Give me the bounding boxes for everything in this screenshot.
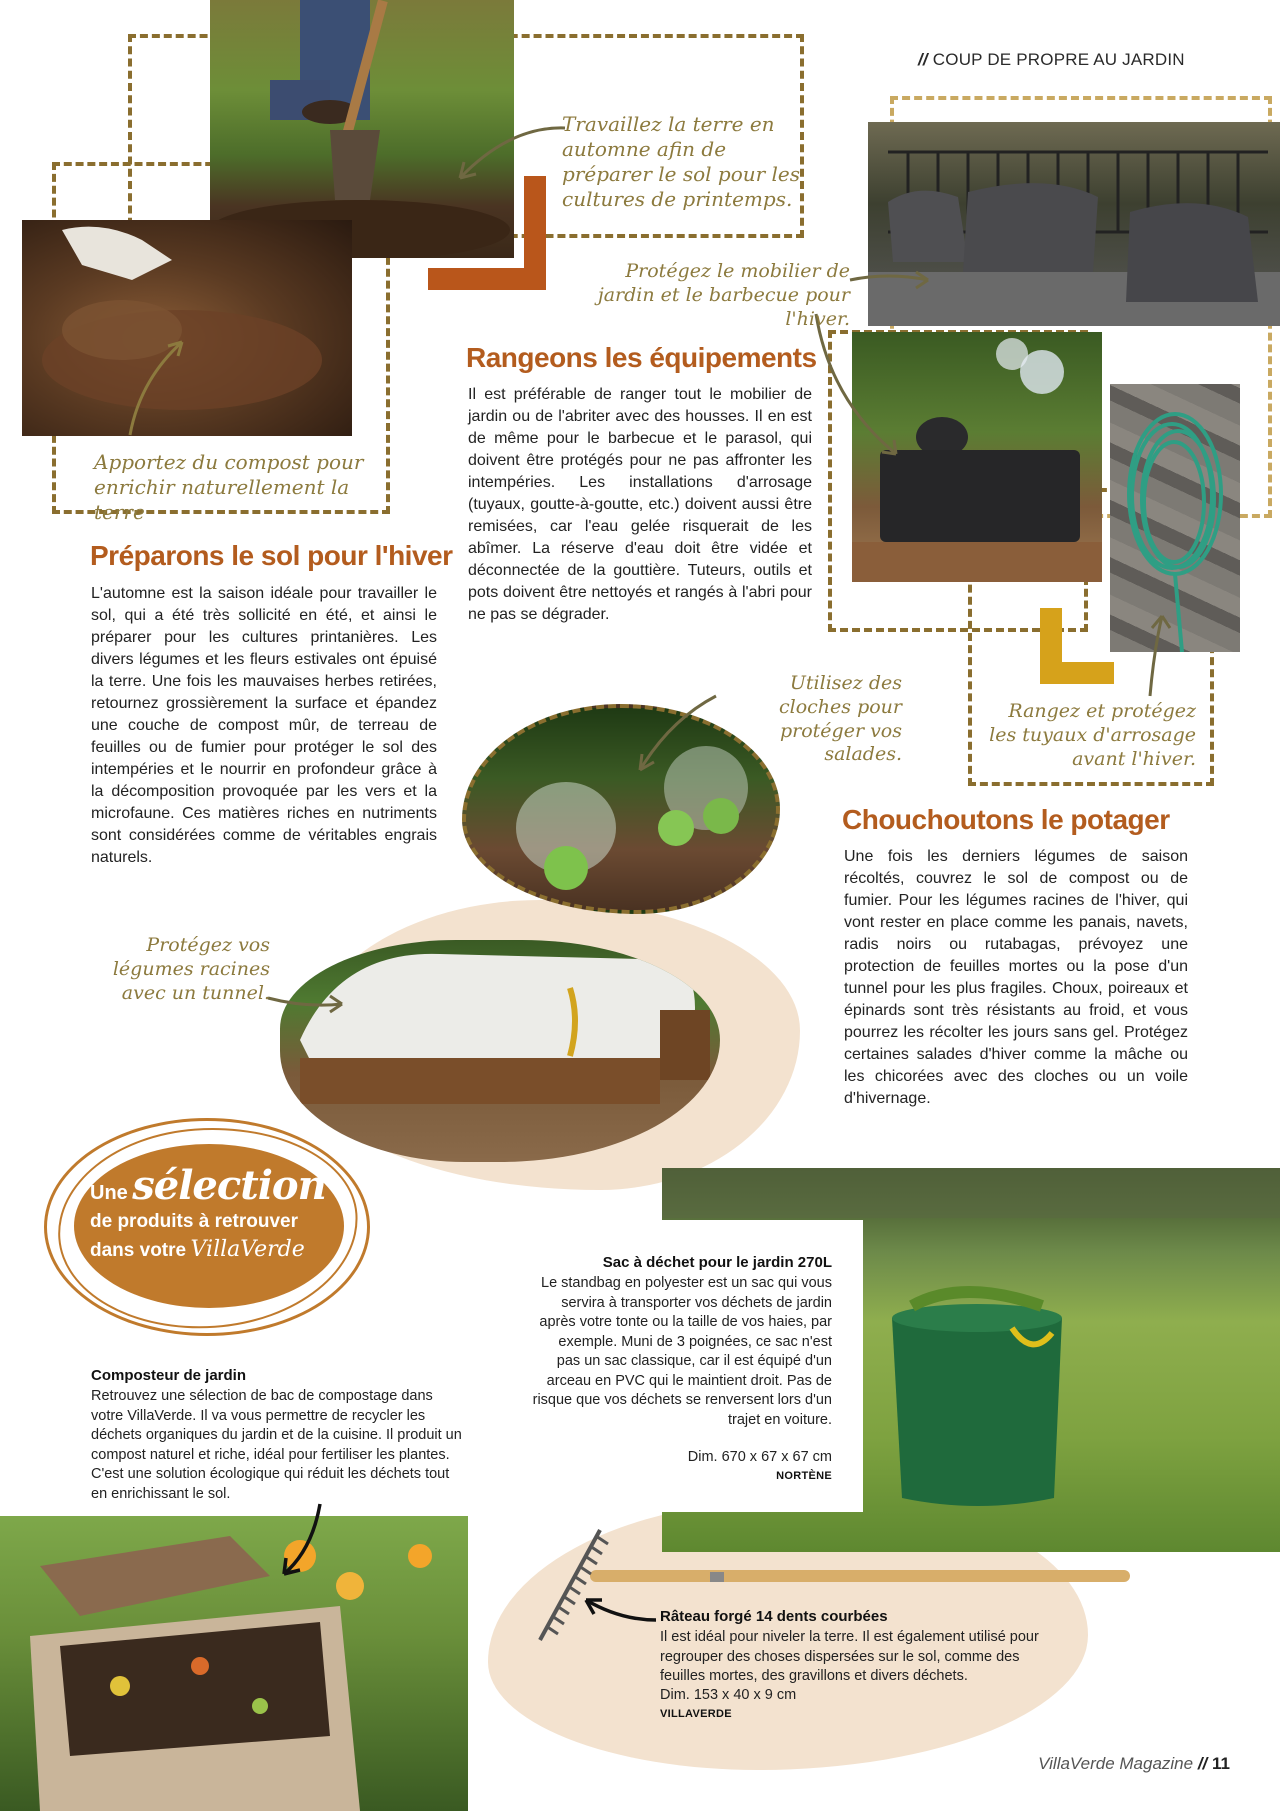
arrow-icon-apportez bbox=[120, 330, 190, 440]
photo-covered-furniture bbox=[868, 122, 1280, 326]
arrow-icon-tuyaux bbox=[1140, 610, 1180, 700]
photo-composter-bin bbox=[0, 1516, 468, 1811]
arrow-icon-tunnel bbox=[266, 990, 346, 1020]
caption-rangez-tuyaux: Rangez et protégez les tuyaux d'arrosage avant l'hiver. bbox=[989, 700, 1196, 770]
product-sac-dims: Dim. 670 x 67 x 67 cm bbox=[687, 1449, 832, 1465]
caption-utilisez-cloches: Utilisez des cloches pour protéger vos salades. bbox=[779, 672, 902, 766]
product-rateau-text: Il est idéal pour niveler la terre. Il est également utilisé pour regrouper des choses dispersées sur le sol, comme des feuilles mortes, des gravillons et divers déchets. bbox=[660, 1629, 1039, 1684]
accent-yellow-bracket bbox=[1040, 608, 1114, 684]
text-chouchoutons: Une fois les derniers légumes de saison récoltés, couvrez le sol de compost ou de fumier. Pour les légumes racines de l'hiver, qui vont rester en place comme les panais, navets, radis noirs ou rutabagas, prévoyez une protection de feuilles mortes ou la pose d'un tunnel pour les plus fragiles. Choux, poireaux et épinards sont très résistants au froid, et vous pourrez les récolter les jours sans gel. Protégez certaines salades d'hiver comme la mâche ou les chicorées avec des cloches ou un voile d'hivernage. bbox=[844, 848, 1188, 1107]
badge-text bbox=[90, 1162, 340, 1262]
product-rateau-title: Râteau forgé 14 dents courbées bbox=[660, 1608, 888, 1625]
arrow-icon-composteur bbox=[276, 1500, 326, 1580]
product-rateau-dims: Dim. 153 x 40 x 9 cm bbox=[660, 1687, 797, 1703]
product-sac-text: Le standbag en polyester est un sac qui vous servira à transporter vos déchets de jardin après votre tonte ou la taille de vos haies, par exemple. Muni de 3 poignées, ce sac n'est pas un sac classique, car il est équipé d'un arceau en PVC qui le maintient droit. Pas de risque que vos déchets se renversent lors d'un trajet en voiture. bbox=[532, 1275, 832, 1428]
page-footer bbox=[900, 1754, 1230, 1774]
arrow-icon-bbq bbox=[810, 310, 900, 460]
badge-line3-prefix: dans votre bbox=[90, 1240, 187, 1261]
selection-badge bbox=[44, 1118, 370, 1336]
heading-rangeons: Rangeons les équipements bbox=[466, 342, 817, 373]
text-rangeons: Il est préférable de ranger tout le mobilier de jardin ou de l'abriter avec des housses. Il en est de même pour le barbecue et le parasol, qui doivent être protégés pour ne pas affronter les intempéries. Les installations d'arrosage (tuyaux, goutte-à-goutte, etc.) doivent aussi être remisées, car l'eau gelée risquerait de les abîmer. La réserve d'eau doit être vidée et déconnectée de la gouttière. Tuteurs, outils et pots doivent être nettoyés et rangés à l'abri pour ne pas se dégrader. bbox=[468, 386, 812, 623]
badge-line2: de produits à retrouver bbox=[90, 1211, 298, 1232]
badge-une: Une bbox=[90, 1182, 128, 1204]
footer-magazine: VillaVerde Magazine bbox=[1038, 1754, 1194, 1773]
page-header bbox=[918, 50, 1258, 74]
footer-slashes: // bbox=[1197, 1754, 1208, 1773]
text-preparons: L'automne est la saison idéale pour travailler le sol, qui a été très sollicité en été, et ainsi le préparer pour les cultures printanières. Les divers légumes et les fleurs estivales ont épuisé la terre. Une fois les mauvaises herbes retirées, retournez grossièrement la surface et épandez une couche de compost mûr, de terreau de feuilles ou de fumier pour protéger le sol des intempéries et le nourrir en profondeur grâce à la décomposition provoquée par les vers et la microfaune. Ces matières riches en nutriments sont considérées comme de véritables engrais naturels. bbox=[91, 585, 437, 866]
product-rateau-brand: VILLAVERDE bbox=[660, 1708, 732, 1720]
header-section-title: COUP DE PROPRE AU JARDIN bbox=[932, 50, 1185, 69]
arrow-icon-mobilier bbox=[848, 262, 932, 292]
caption-travaillez: Travaillez la terre en automne afin de préparer le sol pour les cultures de printemps. bbox=[562, 112, 801, 211]
product-sac-brand: NORTÈNE bbox=[776, 1470, 832, 1482]
header-slashes: // bbox=[918, 50, 928, 69]
heading-preparons: Préparons le sol pour l'hiver bbox=[90, 540, 453, 571]
arrow-icon-cloches bbox=[630, 690, 720, 780]
badge-brand: VillaVerde bbox=[190, 1237, 305, 1262]
caption-protegez-legumes: Protégez vos légumes racines avec un tunnel. bbox=[112, 934, 270, 1004]
product-sac-title: Sac à déchet pour le jardin 270L bbox=[602, 1254, 832, 1271]
caption-protegez-mobilier: Protégez le mobilier de jardin et le barbecue pour l'hiver. bbox=[597, 260, 850, 330]
badge-selection: sélection bbox=[132, 1162, 326, 1209]
arrow-icon-travaillez bbox=[430, 120, 570, 190]
heading-chouchoutons: Chouchoutons le potager bbox=[842, 804, 1170, 835]
footer-page-number: 11 bbox=[1212, 1754, 1230, 1773]
product-composteur-text: Retrouvez une sélection de bac de compostage dans votre VillaVerde. Il va vous permettre de recycler les déchets organiques du jardin et de la cuisine. Il produit un compost naturel et riche, idéal pour fertiliser les plantes. C'est une solution écologique qui réduit les déchets tout en enrichissant le sol. bbox=[91, 1388, 462, 1502]
caption-apportez: Apportez du compost pour enrichir naturellement la terre bbox=[94, 450, 364, 524]
product-composteur-title: Composteur de jardin bbox=[91, 1367, 247, 1384]
arrow-icon-rateau bbox=[580, 1590, 660, 1630]
